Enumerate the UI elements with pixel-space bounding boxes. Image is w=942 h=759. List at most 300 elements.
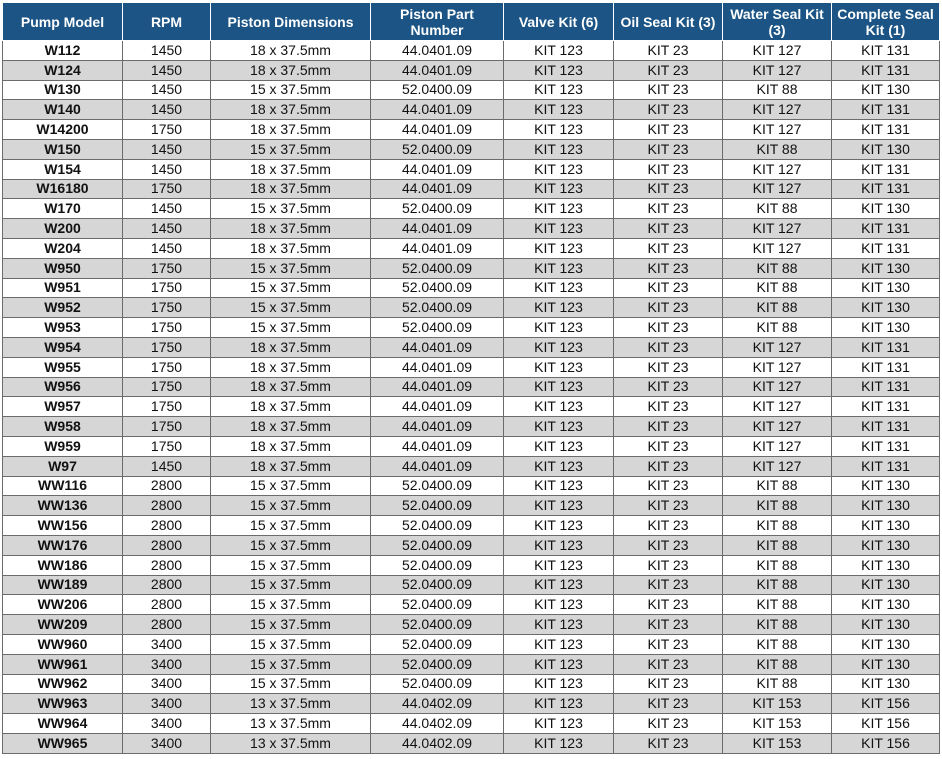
oil-seal-kit-cell: KIT 23 [614, 80, 723, 100]
oil-seal-kit-cell: KIT 23 [614, 219, 723, 239]
header-valve-kit: Valve Kit (6) [504, 3, 614, 41]
header-oil-seal-kit: Oil Seal Kit (3) [614, 3, 723, 41]
table-row [3, 139, 940, 159]
valve-kit-cell: KIT 123 [504, 100, 614, 120]
table-row [3, 258, 940, 278]
valve-kit-cell: KIT 123 [504, 60, 614, 80]
oil-seal-kit-cell: KIT 23 [614, 694, 723, 714]
complete-seal-kit-cell: KIT 130 [832, 555, 940, 575]
rpm-cell: 3400 [123, 714, 211, 734]
rpm-cell: 2800 [123, 535, 211, 555]
piston-part-number-cell: 52.0400.09 [371, 496, 504, 516]
water-seal-kit-cell: KIT 127 [723, 238, 832, 258]
pump-model-cell: WW961 [3, 654, 123, 674]
header-water-seal-kit: Water Seal Kit (3) [723, 3, 832, 41]
piston-part-number-cell: 44.0401.09 [371, 238, 504, 258]
complete-seal-kit-cell: KIT 131 [832, 357, 940, 377]
rpm-cell: 2800 [123, 476, 211, 496]
piston-part-number-cell: 44.0401.09 [371, 100, 504, 120]
complete-seal-kit-cell: KIT 131 [832, 436, 940, 456]
complete-seal-kit-cell: KIT 131 [832, 159, 940, 179]
pump-model-cell: WW186 [3, 555, 123, 575]
complete-seal-kit-cell: KIT 130 [832, 318, 940, 338]
rpm-cell: 1750 [123, 357, 211, 377]
complete-seal-kit-cell: KIT 131 [832, 120, 940, 140]
oil-seal-kit-cell: KIT 23 [614, 714, 723, 734]
valve-kit-cell: KIT 123 [504, 238, 614, 258]
piston-dimensions-cell: 18 x 37.5mm [211, 60, 371, 80]
complete-seal-kit-cell: KIT 131 [832, 417, 940, 437]
piston-dimensions-cell: 15 x 37.5mm [211, 139, 371, 159]
header-piston-part-number: Piston Part Number [371, 3, 504, 41]
water-seal-kit-cell: KIT 127 [723, 337, 832, 357]
complete-seal-kit-cell: KIT 131 [832, 377, 940, 397]
water-seal-kit-cell: KIT 88 [723, 258, 832, 278]
table-row [3, 219, 940, 239]
oil-seal-kit-cell: KIT 23 [614, 516, 723, 536]
oil-seal-kit-cell: KIT 23 [614, 278, 723, 298]
pump-model-cell: W952 [3, 298, 123, 318]
oil-seal-kit-cell: KIT 23 [614, 258, 723, 278]
complete-seal-kit-cell: KIT 130 [832, 298, 940, 318]
piston-dimensions-cell: 15 x 37.5mm [211, 298, 371, 318]
piston-part-number-cell: 44.0401.09 [371, 436, 504, 456]
table-row [3, 199, 940, 219]
piston-dimensions-cell: 18 x 37.5mm [211, 456, 371, 476]
water-seal-kit-cell: KIT 127 [723, 60, 832, 80]
piston-part-number-cell: 44.0402.09 [371, 714, 504, 734]
table-row [3, 337, 940, 357]
water-seal-kit-cell: KIT 88 [723, 278, 832, 298]
valve-kit-cell: KIT 123 [504, 377, 614, 397]
pump-model-cell: W958 [3, 417, 123, 437]
pump-model-cell: W959 [3, 436, 123, 456]
oil-seal-kit-cell: KIT 23 [614, 615, 723, 635]
oil-seal-kit-cell: KIT 23 [614, 238, 723, 258]
water-seal-kit-cell: KIT 88 [723, 575, 832, 595]
complete-seal-kit-cell: KIT 130 [832, 139, 940, 159]
table-body [3, 41, 940, 754]
valve-kit-cell: KIT 123 [504, 555, 614, 575]
valve-kit-cell: KIT 123 [504, 516, 614, 536]
pump-model-cell: W951 [3, 278, 123, 298]
piston-part-number-cell: 44.0402.09 [371, 694, 504, 714]
rpm-cell: 2800 [123, 516, 211, 536]
complete-seal-kit-cell: KIT 130 [832, 535, 940, 555]
oil-seal-kit-cell: KIT 23 [614, 575, 723, 595]
valve-kit-cell: KIT 123 [504, 417, 614, 437]
table-row [3, 179, 940, 199]
table-row [3, 654, 940, 674]
valve-kit-cell: KIT 123 [504, 615, 614, 635]
oil-seal-kit-cell: KIT 23 [614, 100, 723, 120]
table-row [3, 278, 940, 298]
table-row [3, 41, 940, 61]
valve-kit-cell: KIT 123 [504, 179, 614, 199]
water-seal-kit-cell: KIT 127 [723, 417, 832, 437]
table-row [3, 60, 940, 80]
oil-seal-kit-cell: KIT 23 [614, 674, 723, 694]
rpm-cell: 3400 [123, 654, 211, 674]
pump-model-cell: W204 [3, 238, 123, 258]
piston-dimensions-cell: 15 x 37.5mm [211, 199, 371, 219]
piston-part-number-cell: 52.0400.09 [371, 535, 504, 555]
header-pump-model: Pump Model [3, 3, 123, 41]
piston-part-number-cell: 52.0400.09 [371, 615, 504, 635]
complete-seal-kit-cell: KIT 131 [832, 456, 940, 476]
piston-part-number-cell: 52.0400.09 [371, 516, 504, 536]
piston-dimensions-cell: 18 x 37.5mm [211, 238, 371, 258]
pump-model-cell: W97 [3, 456, 123, 476]
valve-kit-cell: KIT 123 [504, 674, 614, 694]
pump-model-cell: W950 [3, 258, 123, 278]
table-row [3, 377, 940, 397]
rpm-cell: 1750 [123, 179, 211, 199]
piston-part-number-cell: 52.0400.09 [371, 318, 504, 338]
table-row [3, 318, 940, 338]
complete-seal-kit-cell: KIT 131 [832, 60, 940, 80]
rpm-cell: 1750 [123, 417, 211, 437]
piston-part-number-cell: 44.0401.09 [371, 397, 504, 417]
water-seal-kit-cell: KIT 127 [723, 159, 832, 179]
complete-seal-kit-cell: KIT 130 [832, 496, 940, 516]
water-seal-kit-cell: KIT 153 [723, 733, 832, 753]
pump-model-cell: W956 [3, 377, 123, 397]
complete-seal-kit-cell: KIT 156 [832, 733, 940, 753]
oil-seal-kit-cell: KIT 23 [614, 397, 723, 417]
water-seal-kit-cell: KIT 88 [723, 199, 832, 219]
table-row [3, 80, 940, 100]
piston-dimensions-cell: 18 x 37.5mm [211, 337, 371, 357]
complete-seal-kit-cell: KIT 131 [832, 238, 940, 258]
water-seal-kit-cell: KIT 127 [723, 120, 832, 140]
piston-part-number-cell: 44.0401.09 [371, 219, 504, 239]
complete-seal-kit-cell: KIT 131 [832, 41, 940, 61]
piston-part-number-cell: 52.0400.09 [371, 555, 504, 575]
valve-kit-cell: KIT 123 [504, 298, 614, 318]
rpm-cell: 1450 [123, 60, 211, 80]
valve-kit-cell: KIT 123 [504, 397, 614, 417]
piston-part-number-cell: 52.0400.09 [371, 199, 504, 219]
table-row [3, 120, 940, 140]
water-seal-kit-cell: KIT 88 [723, 476, 832, 496]
table-row [3, 456, 940, 476]
valve-kit-cell: KIT 123 [504, 733, 614, 753]
piston-dimensions-cell: 18 x 37.5mm [211, 436, 371, 456]
valve-kit-cell: KIT 123 [504, 219, 614, 239]
table-row [3, 516, 940, 536]
pump-model-cell: W954 [3, 337, 123, 357]
oil-seal-kit-cell: KIT 23 [614, 496, 723, 516]
pump-model-cell: W140 [3, 100, 123, 120]
piston-part-number-cell: 52.0400.09 [371, 278, 504, 298]
header-piston-dimensions: Piston Dimensions [211, 3, 371, 41]
complete-seal-kit-cell: KIT 131 [832, 397, 940, 417]
rpm-cell: 3400 [123, 634, 211, 654]
complete-seal-kit-cell: KIT 131 [832, 100, 940, 120]
pump-model-cell: W112 [3, 41, 123, 61]
piston-dimensions-cell: 15 x 37.5mm [211, 555, 371, 575]
rpm-cell: 3400 [123, 694, 211, 714]
rpm-cell: 1450 [123, 199, 211, 219]
rpm-cell: 1450 [123, 238, 211, 258]
pump-model-cell: WW209 [3, 615, 123, 635]
piston-part-number-cell: 44.0402.09 [371, 733, 504, 753]
piston-part-number-cell: 44.0401.09 [371, 179, 504, 199]
oil-seal-kit-cell: KIT 23 [614, 337, 723, 357]
complete-seal-kit-cell: KIT 131 [832, 179, 940, 199]
water-seal-kit-cell: KIT 127 [723, 100, 832, 120]
rpm-cell: 1750 [123, 298, 211, 318]
piston-dimensions-cell: 18 x 37.5mm [211, 397, 371, 417]
valve-kit-cell: KIT 123 [504, 41, 614, 61]
oil-seal-kit-cell: KIT 23 [614, 377, 723, 397]
rpm-cell: 3400 [123, 674, 211, 694]
oil-seal-kit-cell: KIT 23 [614, 595, 723, 615]
piston-dimensions-cell: 18 x 37.5mm [211, 417, 371, 437]
pump-model-cell: W16180 [3, 179, 123, 199]
rpm-cell: 3400 [123, 733, 211, 753]
table-row [3, 476, 940, 496]
valve-kit-cell: KIT 123 [504, 120, 614, 140]
rpm-cell: 1750 [123, 278, 211, 298]
water-seal-kit-cell: KIT 127 [723, 397, 832, 417]
pump-model-cell: W124 [3, 60, 123, 80]
piston-dimensions-cell: 15 x 37.5mm [211, 258, 371, 278]
complete-seal-kit-cell: KIT 156 [832, 714, 940, 734]
complete-seal-kit-cell: KIT 130 [832, 278, 940, 298]
complete-seal-kit-cell: KIT 130 [832, 199, 940, 219]
oil-seal-kit-cell: KIT 23 [614, 654, 723, 674]
pump-model-cell: W154 [3, 159, 123, 179]
piston-dimensions-cell: 15 x 37.5mm [211, 278, 371, 298]
rpm-cell: 1450 [123, 41, 211, 61]
oil-seal-kit-cell: KIT 23 [614, 298, 723, 318]
table-row [3, 555, 940, 575]
pump-model-cell: W130 [3, 80, 123, 100]
rpm-cell: 1450 [123, 100, 211, 120]
piston-part-number-cell: 44.0401.09 [371, 417, 504, 437]
piston-dimensions-cell: 15 x 37.5mm [211, 318, 371, 338]
water-seal-kit-cell: KIT 88 [723, 318, 832, 338]
complete-seal-kit-cell: KIT 130 [832, 575, 940, 595]
table-row [3, 694, 940, 714]
piston-dimensions-cell: 15 x 37.5mm [211, 476, 371, 496]
table-row [3, 397, 940, 417]
pump-model-cell: W14200 [3, 120, 123, 140]
valve-kit-cell: KIT 123 [504, 258, 614, 278]
pump-model-cell: W957 [3, 397, 123, 417]
valve-kit-cell: KIT 123 [504, 318, 614, 338]
water-seal-kit-cell: KIT 88 [723, 139, 832, 159]
piston-part-number-cell: 52.0400.09 [371, 476, 504, 496]
oil-seal-kit-cell: KIT 23 [614, 357, 723, 377]
oil-seal-kit-cell: KIT 23 [614, 634, 723, 654]
pump-model-cell: W150 [3, 139, 123, 159]
rpm-cell: 1750 [123, 120, 211, 140]
piston-dimensions-cell: 15 x 37.5mm [211, 575, 371, 595]
pump-model-cell: WW136 [3, 496, 123, 516]
piston-dimensions-cell: 15 x 37.5mm [211, 654, 371, 674]
pump-model-cell: WW116 [3, 476, 123, 496]
oil-seal-kit-cell: KIT 23 [614, 555, 723, 575]
rpm-cell: 1450 [123, 139, 211, 159]
rpm-cell: 1750 [123, 397, 211, 417]
water-seal-kit-cell: KIT 88 [723, 496, 832, 516]
piston-dimensions-cell: 18 x 37.5mm [211, 357, 371, 377]
piston-part-number-cell: 52.0400.09 [371, 595, 504, 615]
water-seal-kit-cell: KIT 153 [723, 694, 832, 714]
piston-part-number-cell: 44.0401.09 [371, 159, 504, 179]
water-seal-kit-cell: KIT 153 [723, 714, 832, 734]
pump-model-cell: W200 [3, 219, 123, 239]
oil-seal-kit-cell: KIT 23 [614, 41, 723, 61]
pump-parts-table [2, 2, 940, 754]
piston-dimensions-cell: 18 x 37.5mm [211, 41, 371, 61]
table-row [3, 595, 940, 615]
rpm-cell: 2800 [123, 496, 211, 516]
piston-dimensions-cell: 15 x 37.5mm [211, 674, 371, 694]
valve-kit-cell: KIT 123 [504, 139, 614, 159]
complete-seal-kit-cell: KIT 130 [832, 516, 940, 536]
complete-seal-kit-cell: KIT 130 [832, 258, 940, 278]
complete-seal-kit-cell: KIT 156 [832, 694, 940, 714]
water-seal-kit-cell: KIT 88 [723, 555, 832, 575]
complete-seal-kit-cell: KIT 130 [832, 654, 940, 674]
oil-seal-kit-cell: KIT 23 [614, 318, 723, 338]
complete-seal-kit-cell: KIT 131 [832, 219, 940, 239]
water-seal-kit-cell: KIT 127 [723, 377, 832, 397]
water-seal-kit-cell: KIT 127 [723, 436, 832, 456]
table-row [3, 238, 940, 258]
pump-model-cell: WW964 [3, 714, 123, 734]
table-row [3, 575, 940, 595]
complete-seal-kit-cell: KIT 130 [832, 615, 940, 635]
piston-part-number-cell: 52.0400.09 [371, 139, 504, 159]
pump-model-cell: WW156 [3, 516, 123, 536]
piston-part-number-cell: 44.0401.09 [371, 337, 504, 357]
piston-dimensions-cell: 15 x 37.5mm [211, 496, 371, 516]
piston-dimensions-cell: 18 x 37.5mm [211, 100, 371, 120]
water-seal-kit-cell: KIT 127 [723, 357, 832, 377]
complete-seal-kit-cell: KIT 130 [832, 80, 940, 100]
piston-dimensions-cell: 15 x 37.5mm [211, 535, 371, 555]
piston-dimensions-cell: 18 x 37.5mm [211, 219, 371, 239]
oil-seal-kit-cell: KIT 23 [614, 159, 723, 179]
rpm-cell: 1450 [123, 456, 211, 476]
oil-seal-kit-cell: KIT 23 [614, 179, 723, 199]
piston-part-number-cell: 44.0401.09 [371, 60, 504, 80]
rpm-cell: 1750 [123, 337, 211, 357]
rpm-cell: 2800 [123, 615, 211, 635]
complete-seal-kit-cell: KIT 131 [832, 337, 940, 357]
oil-seal-kit-cell: KIT 23 [614, 139, 723, 159]
valve-kit-cell: KIT 123 [504, 694, 614, 714]
oil-seal-kit-cell: KIT 23 [614, 456, 723, 476]
header-rpm: RPM [123, 3, 211, 41]
rpm-cell: 1450 [123, 159, 211, 179]
oil-seal-kit-cell: KIT 23 [614, 120, 723, 140]
piston-dimensions-cell: 18 x 37.5mm [211, 159, 371, 179]
table-row [3, 357, 940, 377]
pump-model-cell: WW189 [3, 575, 123, 595]
table-row [3, 674, 940, 694]
rpm-cell: 1750 [123, 318, 211, 338]
piston-part-number-cell: 44.0401.09 [371, 377, 504, 397]
piston-dimensions-cell: 15 x 37.5mm [211, 615, 371, 635]
rpm-cell: 1750 [123, 258, 211, 278]
piston-part-number-cell: 44.0401.09 [371, 120, 504, 140]
rpm-cell: 1450 [123, 80, 211, 100]
oil-seal-kit-cell: KIT 23 [614, 535, 723, 555]
table-row [3, 298, 940, 318]
valve-kit-cell: KIT 123 [504, 575, 614, 595]
valve-kit-cell: KIT 123 [504, 456, 614, 476]
piston-dimensions-cell: 18 x 37.5mm [211, 179, 371, 199]
valve-kit-cell: KIT 123 [504, 199, 614, 219]
valve-kit-cell: KIT 123 [504, 496, 614, 516]
water-seal-kit-cell: KIT 88 [723, 634, 832, 654]
water-seal-kit-cell: KIT 88 [723, 535, 832, 555]
pump-model-cell: WW963 [3, 694, 123, 714]
piston-dimensions-cell: 15 x 37.5mm [211, 80, 371, 100]
valve-kit-cell: KIT 123 [504, 278, 614, 298]
oil-seal-kit-cell: KIT 23 [614, 417, 723, 437]
pump-model-cell: WW176 [3, 535, 123, 555]
water-seal-kit-cell: KIT 127 [723, 219, 832, 239]
valve-kit-cell: KIT 123 [504, 535, 614, 555]
table-row [3, 436, 940, 456]
water-seal-kit-cell: KIT 88 [723, 654, 832, 674]
piston-part-number-cell: 44.0401.09 [371, 456, 504, 476]
piston-part-number-cell: 52.0400.09 [371, 80, 504, 100]
header-row [3, 3, 940, 41]
oil-seal-kit-cell: KIT 23 [614, 436, 723, 456]
piston-dimensions-cell: 18 x 37.5mm [211, 377, 371, 397]
piston-part-number-cell: 52.0400.09 [371, 634, 504, 654]
table-row [3, 615, 940, 635]
table-row [3, 417, 940, 437]
complete-seal-kit-cell: KIT 130 [832, 674, 940, 694]
piston-part-number-cell: 44.0401.09 [371, 357, 504, 377]
pump-model-cell: WW206 [3, 595, 123, 615]
complete-seal-kit-cell: KIT 130 [832, 476, 940, 496]
valve-kit-cell: KIT 123 [504, 714, 614, 734]
valve-kit-cell: KIT 123 [504, 436, 614, 456]
header-complete-seal-kit: Complete Seal Kit (1) [832, 3, 940, 41]
piston-dimensions-cell: 15 x 37.5mm [211, 634, 371, 654]
table-row [3, 714, 940, 734]
piston-part-number-cell: 44.0401.09 [371, 41, 504, 61]
piston-dimensions-cell: 15 x 37.5mm [211, 595, 371, 615]
water-seal-kit-cell: KIT 127 [723, 41, 832, 61]
table-header [3, 3, 940, 41]
rpm-cell: 2800 [123, 595, 211, 615]
rpm-cell: 2800 [123, 555, 211, 575]
complete-seal-kit-cell: KIT 130 [832, 595, 940, 615]
rpm-cell: 1750 [123, 436, 211, 456]
rpm-cell: 1450 [123, 219, 211, 239]
table-row [3, 100, 940, 120]
table-row [3, 634, 940, 654]
piston-part-number-cell: 52.0400.09 [371, 258, 504, 278]
valve-kit-cell: KIT 123 [504, 634, 614, 654]
oil-seal-kit-cell: KIT 23 [614, 60, 723, 80]
table-row [3, 159, 940, 179]
valve-kit-cell: KIT 123 [504, 654, 614, 674]
oil-seal-kit-cell: KIT 23 [614, 733, 723, 753]
piston-dimensions-cell: 13 x 37.5mm [211, 733, 371, 753]
